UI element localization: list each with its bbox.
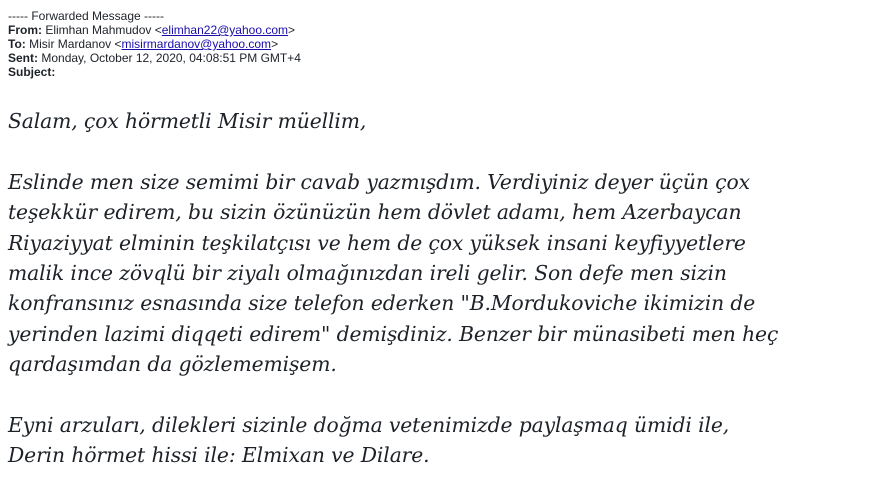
paragraph-line: qardaşımdan da gözlememişem. [8, 352, 337, 377]
sent-label: Sent: [8, 51, 38, 65]
paragraph-line: Eyni arzuları, dilekleri sizinle doğma vetenimizde paylaşmaq ümidi ile, [8, 413, 730, 438]
subject-label: Subject: [8, 65, 56, 79]
sent-row [8, 51, 301, 65]
forwarded-message-label: ----- Forwarded Message ----- [8, 9, 165, 23]
to-row: To: Misir Mardanov <misirmardanov@yahoo.com> [8, 37, 279, 51]
from-email-link[interactable]: elimhan22@yahoo.com [161, 23, 289, 37]
paragraph-line: teşekkür edirem, bu sizin özünüzün hem dövlet adamı, hem Azerbaycan [8, 200, 742, 225]
paragraph-line: malik ince zövqlü bir ziyalı olmağınızdan ireli gelir. Son defe men sizin [8, 261, 727, 286]
greeting: Salam, çox hörmetli Misir müellim, [8, 109, 367, 133]
paragraph-1 [8, 167, 870, 380]
to-label: To: [8, 37, 26, 51]
paragraph-line: yerinden lazimi diqqeti edirem" demişdiniz. Benzer bir münasibeti men heç [8, 321, 779, 346]
to-email-link[interactable]: misirmardanov@yahoo.com [121, 37, 272, 51]
from-row: From: Elimhan Mahmudov <elimhan22@yahoo.com> [8, 23, 296, 37]
forwarded-message-header [8, 9, 301, 79]
from-label: From: [8, 23, 42, 37]
message-body [8, 106, 870, 471]
to-name: Misir Mardanov [29, 37, 112, 51]
subject-row [8, 65, 301, 79]
paragraph-2 [8, 410, 870, 471]
paragraph-line: Riyaziyyat elminin teşkilatçısı ve hem de çox yüksek insani keyfiyyetlere [8, 230, 746, 255]
paragraph-line: Eslinde men size semimi bir cavab yazmışdım. Verdiyiniz deyer üçün çox [8, 169, 750, 194]
sent-value: Monday, October 12, 2020, 04:08:51 PM GMT+4 [41, 51, 301, 65]
signature-line: Derin hörmet hissi ile: Elmixan ve Dilare. [8, 443, 430, 468]
paragraph-line: konfransınız esnasında size telefon ederken "B.Mordukoviche ikimizin de [8, 291, 756, 316]
from-name: Elimhan Mahmudov [45, 23, 152, 37]
